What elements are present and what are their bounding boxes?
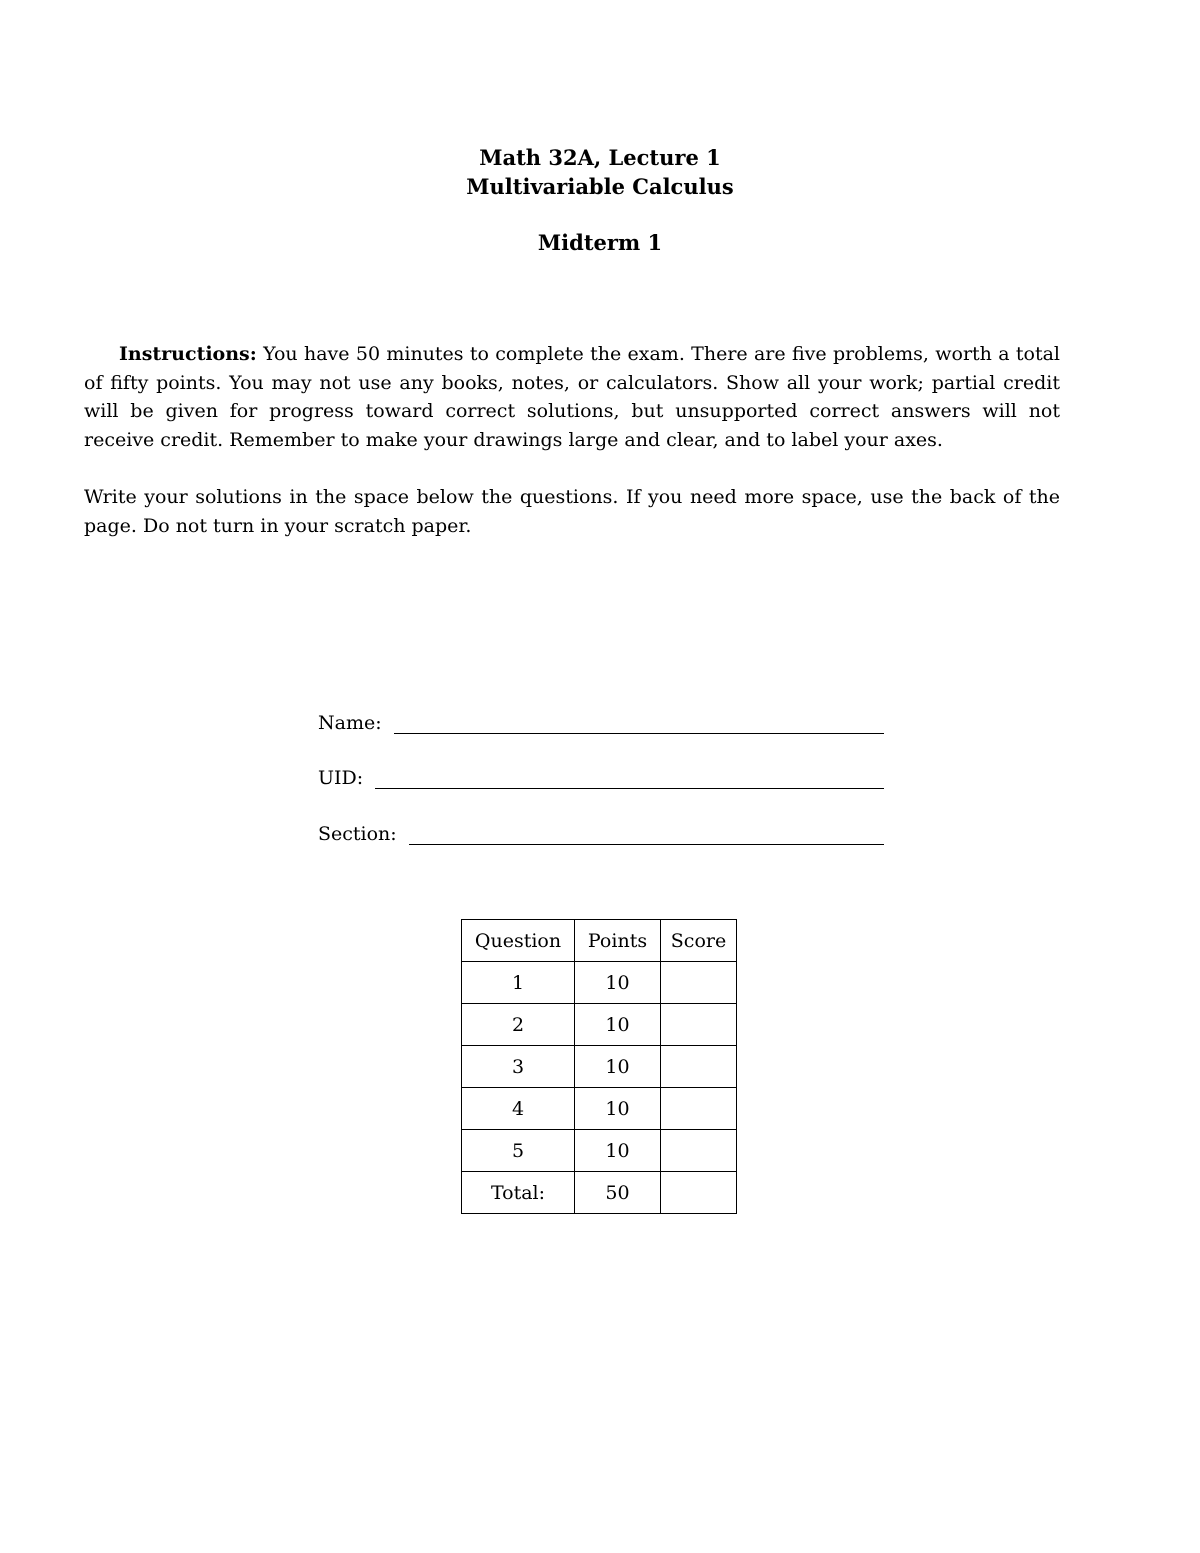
table-row [462,1130,737,1172]
uid-input-line[interactable] [375,764,884,789]
total-label: Total: [462,1172,575,1214]
subject-title: Multivariable Calculus [466,174,734,199]
total-row [462,1172,737,1214]
score-cell[interactable] [661,1046,737,1088]
score-cell[interactable] [661,1004,737,1046]
instructions-block [84,340,1060,541]
points-cell: 10 [575,1046,661,1088]
points-cell: 10 [575,1130,661,1172]
instructions-label: Instructions: [119,343,257,365]
course-title: Math 32A, Lecture 1 [479,145,721,170]
name-label: Name: [318,712,382,734]
points-cell: 10 [575,1088,661,1130]
instructions-text-1: You have 50 minutes to complete the exam. There are five problems, worth a total of fifty points. You may not use any books, notes, or calculators. Show all your work; partial credit will be given for progress toward correct solutions, but unsupported correct answers will not receive credit. Remember to make your drawings large and clear, and to label your axes. [84,343,1060,451]
header-question: Question [462,920,575,962]
exam-title: Midterm 1 [537,230,663,255]
score-cell[interactable] [661,1088,737,1130]
name-field[interactable] [318,704,884,734]
exam-header [0,143,1200,257]
uid-field[interactable] [318,759,884,789]
name-input-line[interactable] [394,709,884,734]
instructions-paragraph-1 [84,340,1060,454]
score-table [461,919,737,1214]
question-cell: 3 [462,1046,575,1088]
question-cell: 4 [462,1088,575,1130]
question-cell: 1 [462,962,575,1004]
section-input-line[interactable] [409,820,884,845]
table-row [462,1004,737,1046]
question-cell: 2 [462,1004,575,1046]
points-cell: 10 [575,962,661,1004]
uid-label: UID: [318,767,364,789]
total-score-cell[interactable] [661,1172,737,1214]
instructions-text-2: Write your solutions in the space below the questions. If you need more space, use the back of the page. Do not turn in your scratch paper. [84,486,1060,537]
section-label: Section: [318,823,397,845]
section-field[interactable] [318,815,884,845]
header-score: Score [661,920,737,962]
header-points: Points [575,920,661,962]
table-row [462,1046,737,1088]
score-table-header-row [462,920,737,962]
points-cell: 10 [575,1004,661,1046]
score-cell[interactable] [661,962,737,1004]
instructions-paragraph-2 [84,483,1060,540]
score-cell[interactable] [661,1130,737,1172]
title-spacer [0,201,1200,228]
table-row [462,1088,737,1130]
question-cell: 5 [462,1130,575,1172]
total-points: 50 [575,1172,661,1214]
table-row [462,962,737,1004]
